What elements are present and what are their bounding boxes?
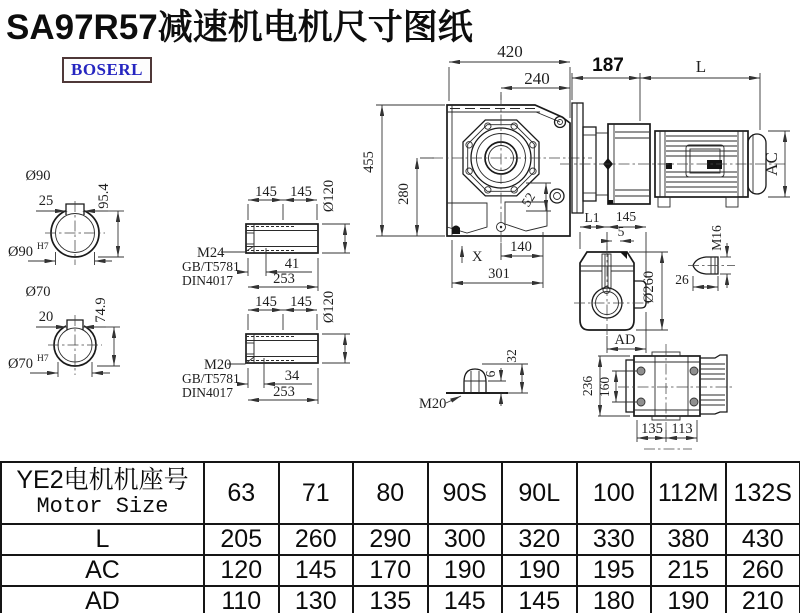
cell: 260: [726, 555, 800, 586]
bottom-view-fins: [700, 364, 725, 405]
dim-420: 420: [497, 42, 523, 61]
label-dia-70: Ø70: [25, 284, 51, 300]
table-header-row: [1, 462, 800, 524]
col-header-80: 80: [353, 462, 428, 524]
cell: 130: [279, 586, 354, 613]
cell: 145: [428, 586, 503, 613]
hollow-shaft-m24-view: [182, 180, 350, 291]
header-motor-size-en: Motor Size: [36, 494, 169, 519]
cell: 430: [726, 524, 800, 555]
cell: 260: [279, 524, 354, 555]
dim-253-a: 253: [273, 271, 295, 287]
dim-140: 140: [510, 239, 532, 255]
dim-145-a: 145: [255, 184, 277, 200]
dim-m16: M16: [709, 225, 724, 251]
label-breather-m20: M20: [419, 396, 447, 412]
cell: 190: [502, 555, 577, 586]
dim-145-d: 145: [290, 294, 312, 310]
cell: 180: [577, 586, 652, 613]
label-bore-90: Ø90: [8, 244, 33, 260]
brand-logo: BOSERL: [62, 57, 152, 83]
table-row-ad: [1, 586, 800, 613]
label-thread-m24: M24: [197, 245, 225, 261]
dim-32: 32: [504, 349, 519, 363]
hollow-shaft-m20-view: [182, 291, 350, 404]
shaft-end-90-view: [8, 168, 124, 265]
gearbox-side-view: [574, 209, 668, 353]
label-std-gb-a: GB/T5781: [182, 259, 240, 274]
cell: 190: [651, 586, 726, 613]
cell: 380: [651, 524, 726, 555]
dim-301: 301: [488, 266, 510, 282]
dim-187: 187: [592, 55, 624, 76]
dim-135: 135: [641, 421, 663, 437]
label-bore-70: Ø70: [8, 356, 33, 372]
gearbox-bottom-view: [580, 344, 734, 449]
dim-145-c: 145: [255, 294, 277, 310]
cell: 195: [577, 555, 652, 586]
cell: 120: [204, 555, 279, 586]
label-std-din-b: DIN4017: [182, 385, 233, 400]
label-bore-90-tol: H7: [37, 242, 49, 252]
cell: 145: [279, 555, 354, 586]
dim-x: X: [472, 249, 483, 265]
col-header-112m: 112M: [651, 462, 726, 524]
page-title: SA97R57减速机电机尺寸图纸: [6, 8, 473, 47]
dim-240: 240: [524, 69, 550, 88]
col-header-132s: 132S: [726, 462, 800, 524]
col-header-71: 71: [279, 462, 354, 524]
dim-ac: AC: [762, 152, 781, 176]
cell: 300: [428, 524, 503, 555]
label-dia-90: Ø90: [25, 168, 51, 184]
dim-113: 113: [671, 421, 693, 437]
row-label-l: L: [1, 524, 204, 555]
dim-236: 236: [580, 375, 595, 397]
cell: 215: [651, 555, 726, 586]
dim-keyway-74-9: 74.9: [93, 297, 109, 323]
dim-od-120-a: Ø120: [321, 179, 337, 213]
oil-plug: [452, 226, 460, 235]
bottom-view-bolts: [637, 367, 698, 406]
dim-keyway-25: 25: [38, 193, 54, 209]
header-motor-size-cn: YE2电机机座号: [16, 466, 189, 494]
dim-145-b: 145: [290, 184, 312, 200]
cell: 145: [502, 586, 577, 613]
label-bore-70-tol: H7: [37, 354, 49, 364]
gearbox-front-view: [432, 95, 592, 243]
motor-side-view: [560, 103, 788, 213]
dim-sv-145: 145: [615, 209, 637, 224]
breather-plug-view: [419, 349, 528, 412]
dim-od-120-b: Ø120: [321, 290, 337, 324]
dim-160: 160: [597, 376, 612, 398]
dim-26: 26: [675, 272, 689, 287]
dim-5: 5: [617, 224, 625, 239]
dim-l: L: [695, 57, 707, 76]
label-std-gb-b: GB/T5781: [182, 371, 240, 386]
cell: 205: [204, 524, 279, 555]
dim-52: 52: [518, 189, 539, 210]
shaft-end-70-view: [8, 284, 120, 377]
dim-6: 6: [483, 370, 498, 378]
cell: 290: [353, 524, 428, 555]
main-dimensions: [361, 42, 790, 288]
dim-keyway-95-4: 95.4: [96, 183, 112, 209]
label-std-din-a: DIN4017: [182, 273, 233, 288]
row-label-ac: AC: [1, 555, 204, 586]
cell: 330: [577, 524, 652, 555]
dim-od-260: Ø260: [641, 270, 657, 304]
col-header-63: 63: [204, 462, 279, 524]
cell: 210: [726, 586, 800, 613]
dim-keyway-20: 20: [38, 309, 54, 325]
row-label-ad: AD: [1, 586, 204, 613]
dim-280: 280: [396, 183, 412, 205]
dim-34: 34: [284, 368, 300, 384]
cell: 320: [502, 524, 577, 555]
motor-size-table: [0, 461, 800, 613]
label-thread-m20: M20: [204, 357, 232, 373]
col-header-90l: 90L: [502, 462, 577, 524]
dim-41: 41: [284, 256, 300, 272]
table-row-l: [1, 524, 800, 555]
eye-bolt-view: [675, 225, 735, 291]
cell: 110: [204, 586, 279, 613]
col-header-100: 100: [577, 462, 652, 524]
cell: 135: [353, 586, 428, 613]
cell: 170: [353, 555, 428, 586]
table-row-ac: [1, 555, 800, 586]
dim-ad: AD: [614, 332, 636, 348]
header-motor-size: [1, 462, 204, 524]
dim-455: 455: [361, 151, 377, 173]
dim-l1: L1: [584, 210, 600, 225]
dim-253-b: 253: [273, 384, 295, 400]
col-header-90s: 90S: [428, 462, 503, 524]
cell: 190: [428, 555, 503, 586]
